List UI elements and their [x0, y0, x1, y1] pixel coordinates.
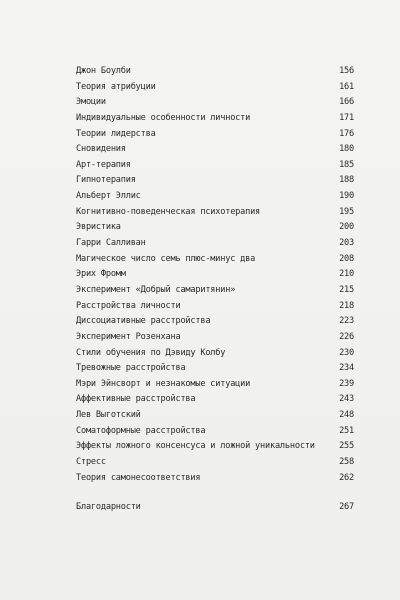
toc-entry: [76, 439, 354, 455]
toc-entry-page: 248: [339, 410, 354, 421]
toc-final-entry: [76, 500, 354, 516]
toc-entry: [76, 455, 354, 471]
toc-entry-page: 251: [339, 425, 354, 436]
toc-entry: [76, 205, 354, 221]
toc-entry-page: 262: [339, 472, 354, 483]
toc-entry-title: Магическое число семь плюс-минус два: [76, 253, 256, 264]
toc-entry-title: Сновидения: [76, 144, 126, 155]
toc-entry: [76, 471, 354, 487]
toc-entry-title: Альберт Эллис: [76, 191, 141, 202]
toc-entry: [76, 220, 354, 236]
toc-entry: [76, 267, 354, 283]
toc-entry-page: 180: [339, 144, 354, 155]
toc-entry-page: 203: [339, 238, 354, 249]
toc-entry-title: Благодарности: [76, 502, 141, 513]
toc-entry-title: Диссоциативные расстройства: [76, 316, 211, 327]
toc-entry: [76, 127, 354, 143]
toc-entry: [76, 361, 354, 377]
toc-entry-page: 156: [339, 66, 354, 76]
toc-entry-page: 267: [339, 502, 354, 513]
toc-entry-page: 243: [339, 394, 354, 405]
toc-entry-title: Соматоформные расстройства: [76, 425, 206, 436]
toc-entry-title: Джон Боулби: [76, 66, 131, 76]
toc-entry-page: 166: [339, 97, 354, 108]
toc-entry: [76, 346, 354, 362]
table-of-contents: [76, 64, 354, 516]
toc-entry-title: Эвристика: [76, 222, 121, 233]
toc-entry-page: 190: [339, 191, 354, 202]
toc-entry: [76, 252, 354, 268]
toc-entry-page: 239: [339, 378, 354, 389]
toc-entry-title: Теория атрибуции: [76, 81, 156, 92]
toc-entry: [76, 95, 354, 111]
toc-entry-title: Стресс: [76, 457, 106, 468]
toc-entry: [76, 377, 354, 393]
toc-entry-title: Тревожные расстройства: [76, 363, 186, 374]
toc-entry: [76, 236, 354, 252]
toc-entry-title: Теория самонесоответствия: [76, 472, 201, 483]
toc-entry-title: Эксперимент Розенхана: [76, 331, 181, 342]
toc-entry-title: Эффекты ложного консенсуса и ложной уникальности: [76, 441, 315, 452]
toc-entry-page: 258: [339, 457, 354, 468]
toc-entry-title: Эрих Фромм: [76, 269, 126, 280]
toc-entry-title: Гарри Салливан: [76, 238, 146, 249]
toc-entry-title: Теории лидерства: [76, 128, 156, 139]
toc-entry-title: Лев Выготский: [76, 410, 141, 421]
toc-entry-page: 195: [339, 206, 354, 217]
toc-entry: [76, 299, 354, 315]
toc-entry-page: 210: [339, 269, 354, 280]
toc-entry-page: 218: [339, 300, 354, 311]
toc-entry-page: 188: [339, 175, 354, 186]
toc-entry-title: Мэри Эйнсворт и незнакомые ситуации: [76, 378, 251, 389]
toc-entry: [76, 283, 354, 299]
toc-entry-page: 230: [339, 347, 354, 358]
toc-entry: [76, 158, 354, 174]
toc-entry-title: Аффективные расстройства: [76, 394, 196, 405]
toc-entry: [76, 408, 354, 424]
toc-entry-title: Стили обучения по Дэвиду Колбу: [76, 347, 226, 358]
toc-entry: [76, 330, 354, 346]
section-gap: [76, 486, 354, 500]
toc-entry-page: 161: [339, 81, 354, 92]
toc-entry-page: 234: [339, 363, 354, 374]
toc-entry-page: 255: [339, 441, 354, 452]
toc-entry-page: 200: [339, 222, 354, 233]
toc-entry: [76, 424, 354, 440]
toc-entry-page: 215: [339, 284, 354, 295]
toc-entry: [76, 173, 354, 189]
toc-entry-title: Гипнотерапия: [76, 175, 136, 186]
toc-entry-title: Когнитивно-поведенческая психотерапия: [76, 206, 261, 217]
toc-entry-page: 208: [339, 253, 354, 264]
toc-entry: [76, 111, 354, 127]
toc-entry-title: Эксперимент «Добрый самаритянин»: [76, 284, 236, 295]
toc-entry: [76, 189, 354, 205]
toc-entry: [76, 80, 354, 96]
toc-entry-page: 223: [339, 316, 354, 327]
toc-entry-page: 176: [339, 128, 354, 139]
toc-entry-title: Индивидуальные особенности личности: [76, 112, 251, 123]
toc-entry-title: Арт-терапия: [76, 159, 131, 170]
toc-entry: [76, 314, 354, 330]
toc-entry-title: Расстройства личности: [76, 300, 181, 311]
toc-entry: [76, 64, 354, 80]
toc-entry-page: 185: [339, 159, 354, 170]
toc-entry: [76, 142, 354, 158]
toc-entry-title: Эмоции: [76, 97, 106, 108]
toc-entry-page: 171: [339, 112, 354, 123]
toc-entry: [76, 392, 354, 408]
toc-entry-page: 226: [339, 331, 354, 342]
